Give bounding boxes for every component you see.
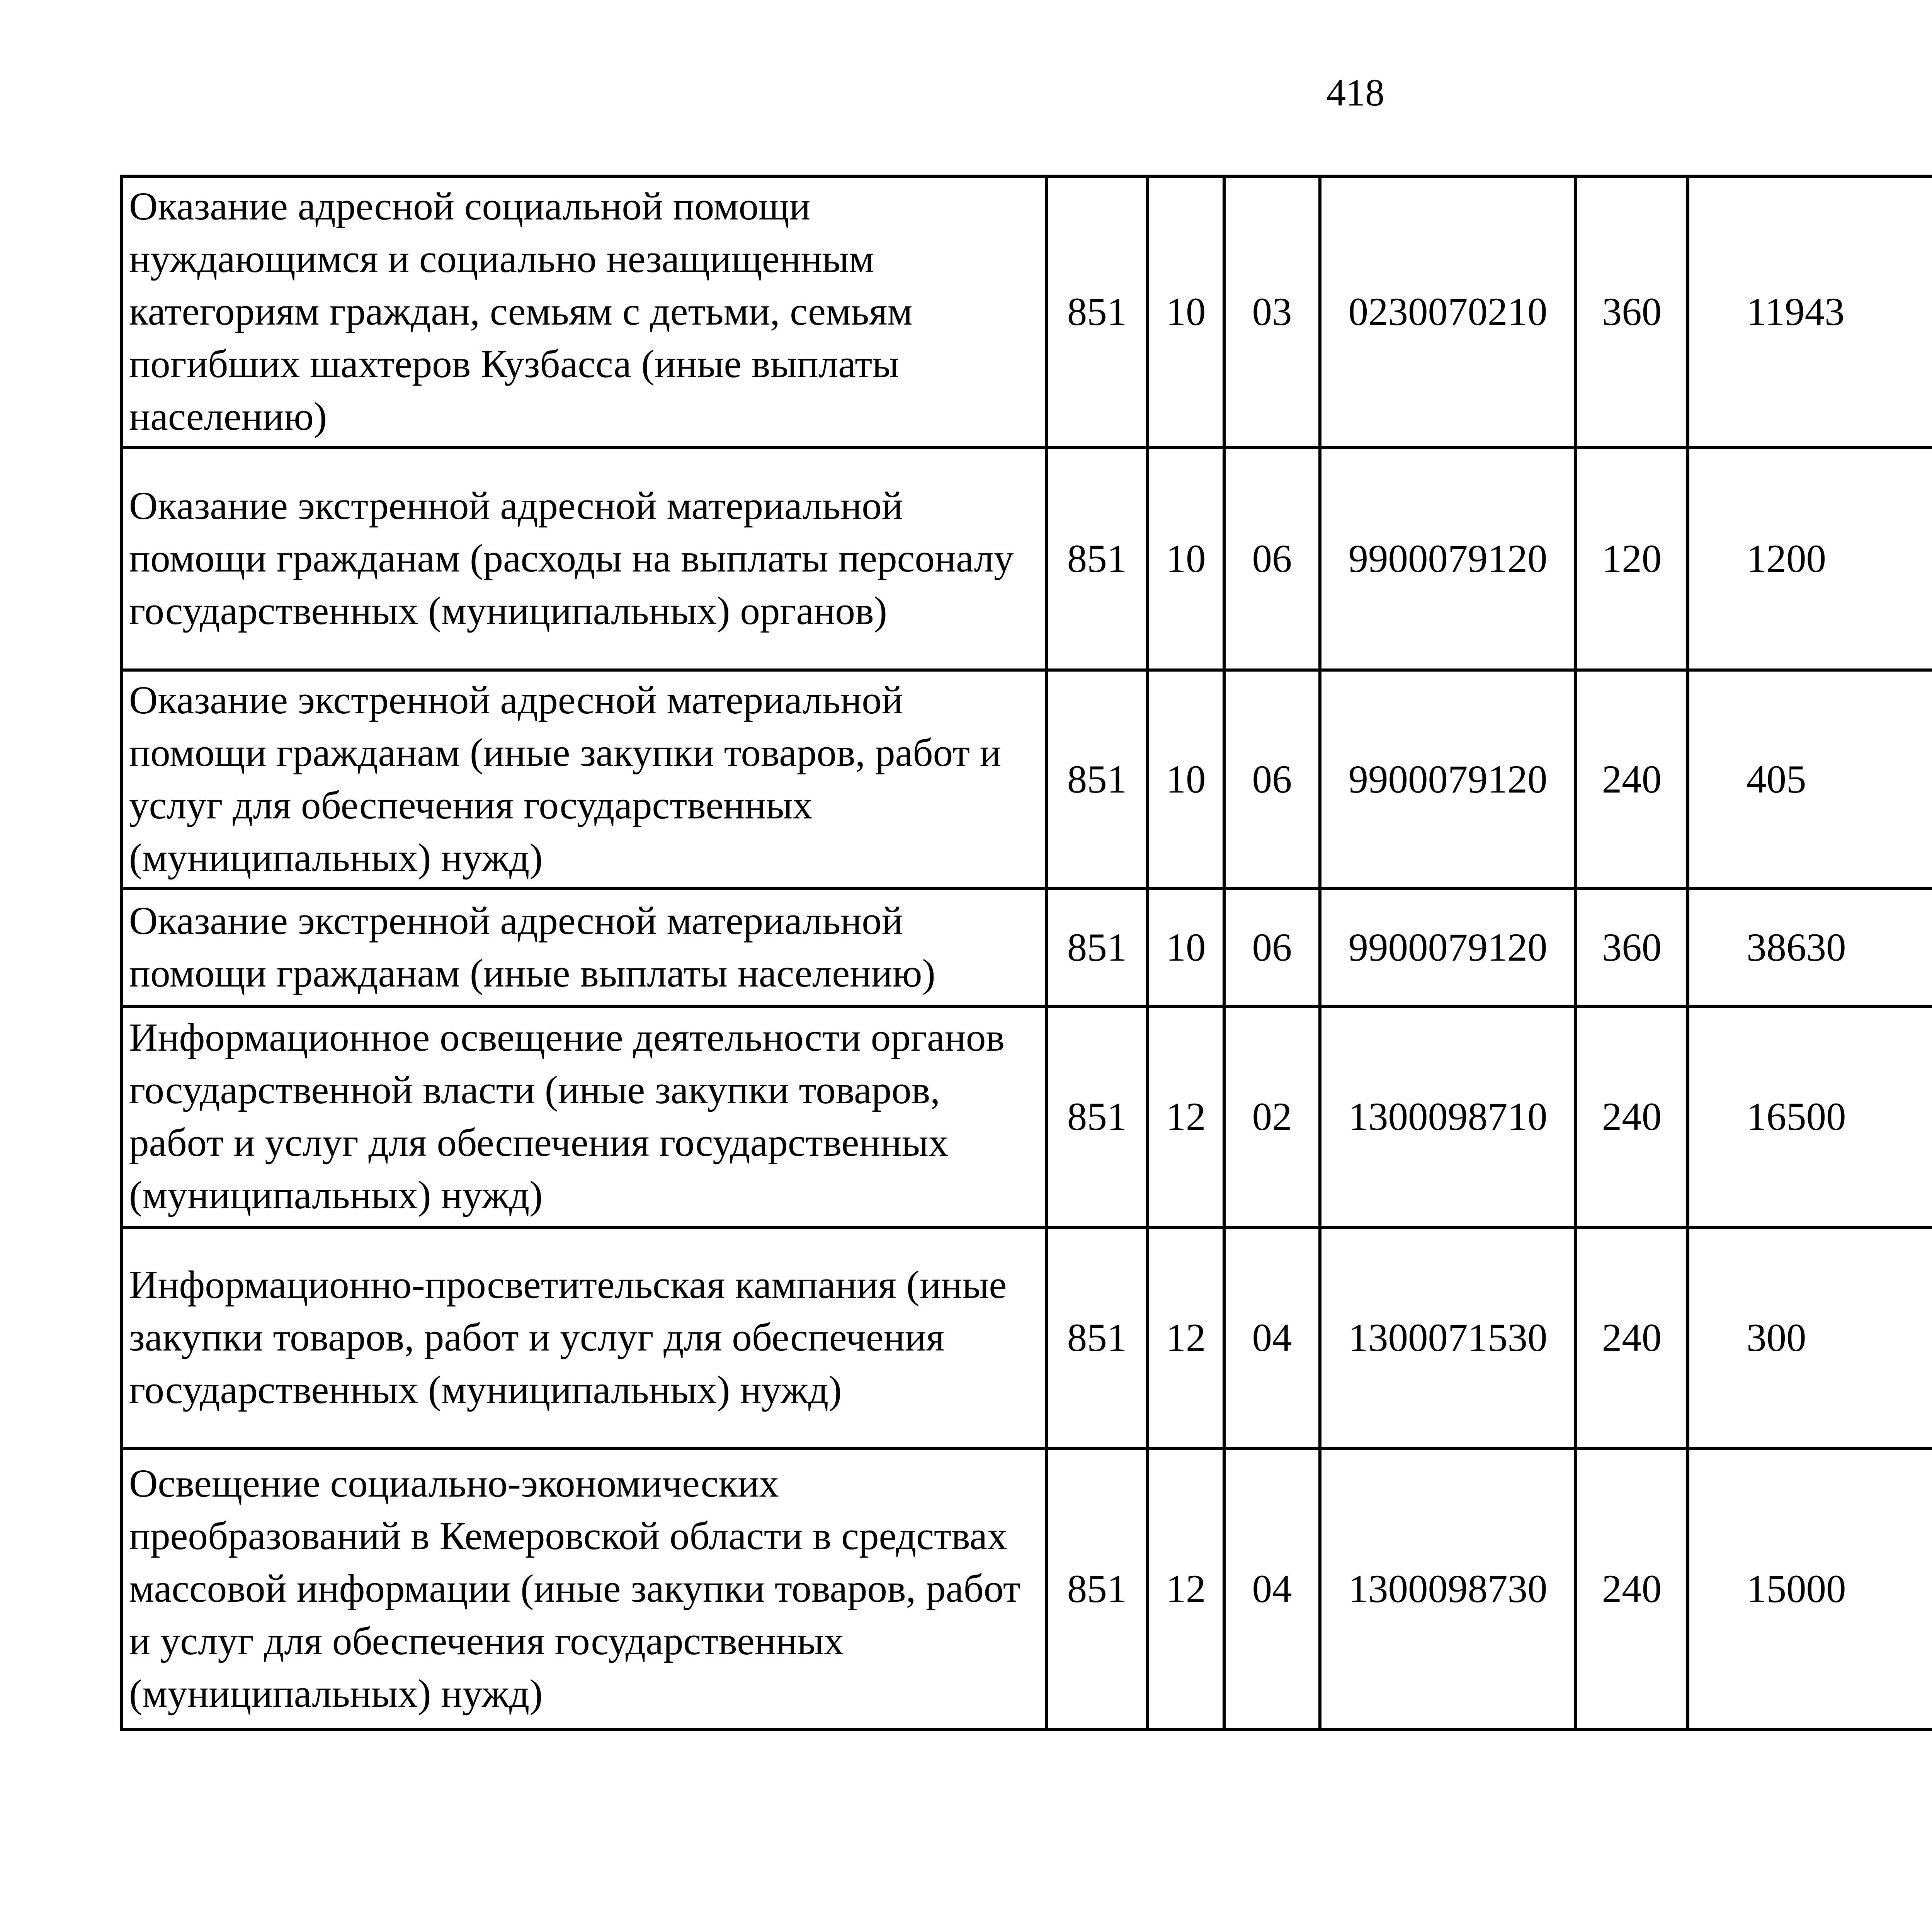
section-code: 12 (1148, 1006, 1224, 1227)
row-description: Информационное освещение деятельности органов государственной власти (иные закупки товаров, работ и услуг для обеспечения государственных (муниципальных) нужд) (121, 1006, 1046, 1227)
ministry-code: 851 (1046, 1006, 1148, 1227)
target-article-code: 9900079120 (1320, 447, 1576, 670)
expense-type-code: 240 (1576, 1448, 1688, 1730)
subsection-code: 06 (1224, 889, 1320, 1006)
row-description: Информационно-просветительская кампания (иные закупки товаров, работ и услуг для обеспечения государственных (муниципальных) нужд) (121, 1227, 1046, 1448)
budget-table (120, 175, 1932, 1731)
amount-year-1: 11943 (1688, 176, 1932, 447)
target-article-code: 0230070210 (1320, 176, 1576, 447)
target-article-code: 1300098710 (1320, 1006, 1576, 1227)
ministry-code: 851 (1046, 889, 1148, 1006)
row-description: Освещение социально-экономических преобразований в Кемеровской области в средствах массовой информации (иные закупки товаров, работ и услуг для обеспечения государственных (муниципальных) нужд) (121, 1448, 1046, 1730)
subsection-code: 06 (1224, 670, 1320, 889)
target-article-code: 1300098730 (1320, 1448, 1576, 1730)
subsection-code: 03 (1224, 176, 1320, 447)
page-number: 418 (1327, 71, 1384, 114)
row-description: Оказание экстренной адресной материальной помощи гражданам (иные выплаты населению) (121, 889, 1046, 1006)
amount-year-1: 15000 (1688, 1448, 1932, 1730)
table-row (121, 176, 1932, 447)
table-row (121, 1227, 1932, 1448)
section-code: 12 (1148, 1227, 1224, 1448)
expense-type-code: 240 (1576, 670, 1688, 889)
ministry-code: 851 (1046, 1227, 1148, 1448)
table-row (121, 1006, 1932, 1227)
expense-type-code: 120 (1576, 447, 1688, 670)
row-description: Оказание экстренной адресной материальной помощи гражданам (расходы на выплаты персоналу государственных (муниципальных) органов) (121, 447, 1046, 670)
subsection-code: 02 (1224, 1006, 1320, 1227)
row-description: Оказание адресной социальной помощи нуждающимся и социально незащищенным категориям граждан, семьям с детьми, семьям погибших шахтеров Кузбасса (иные выплаты населению) (121, 176, 1046, 447)
ministry-code: 851 (1046, 1448, 1148, 1730)
amount-year-1: 405 (1688, 670, 1932, 889)
section-code: 10 (1148, 670, 1224, 889)
expense-type-code: 360 (1576, 889, 1688, 1006)
row-description: Оказание экстренной адресной материальной помощи гражданам (иные закупки товаров, работ и услуг для обеспечения государственных (муниципальных) нужд) (121, 670, 1046, 889)
table-row (121, 1448, 1932, 1730)
expense-type-code: 240 (1576, 1006, 1688, 1227)
subsection-code: 04 (1224, 1448, 1320, 1730)
target-article-code: 1300071530 (1320, 1227, 1576, 1448)
ministry-code: 851 (1046, 176, 1148, 447)
section-code: 10 (1148, 447, 1224, 670)
ministry-code: 851 (1046, 670, 1148, 889)
target-article-code: 9900079120 (1320, 670, 1576, 889)
ministry-code: 851 (1046, 447, 1148, 670)
table-row (121, 447, 1932, 670)
amount-year-1: 16500 (1688, 1006, 1932, 1227)
subsection-code: 04 (1224, 1227, 1320, 1448)
expense-type-code: 360 (1576, 176, 1688, 447)
table-row (121, 670, 1932, 889)
expense-type-code: 240 (1576, 1227, 1688, 1448)
table-row (121, 889, 1932, 1006)
amount-year-1: 1200 (1688, 447, 1932, 670)
target-article-code: 9900079120 (1320, 889, 1576, 1006)
amount-year-1: 38630 (1688, 889, 1932, 1006)
section-code: 12 (1148, 1448, 1224, 1730)
subsection-code: 06 (1224, 447, 1320, 670)
section-code: 10 (1148, 889, 1224, 1006)
section-code: 10 (1148, 176, 1224, 447)
amount-year-1: 300 (1688, 1227, 1932, 1448)
